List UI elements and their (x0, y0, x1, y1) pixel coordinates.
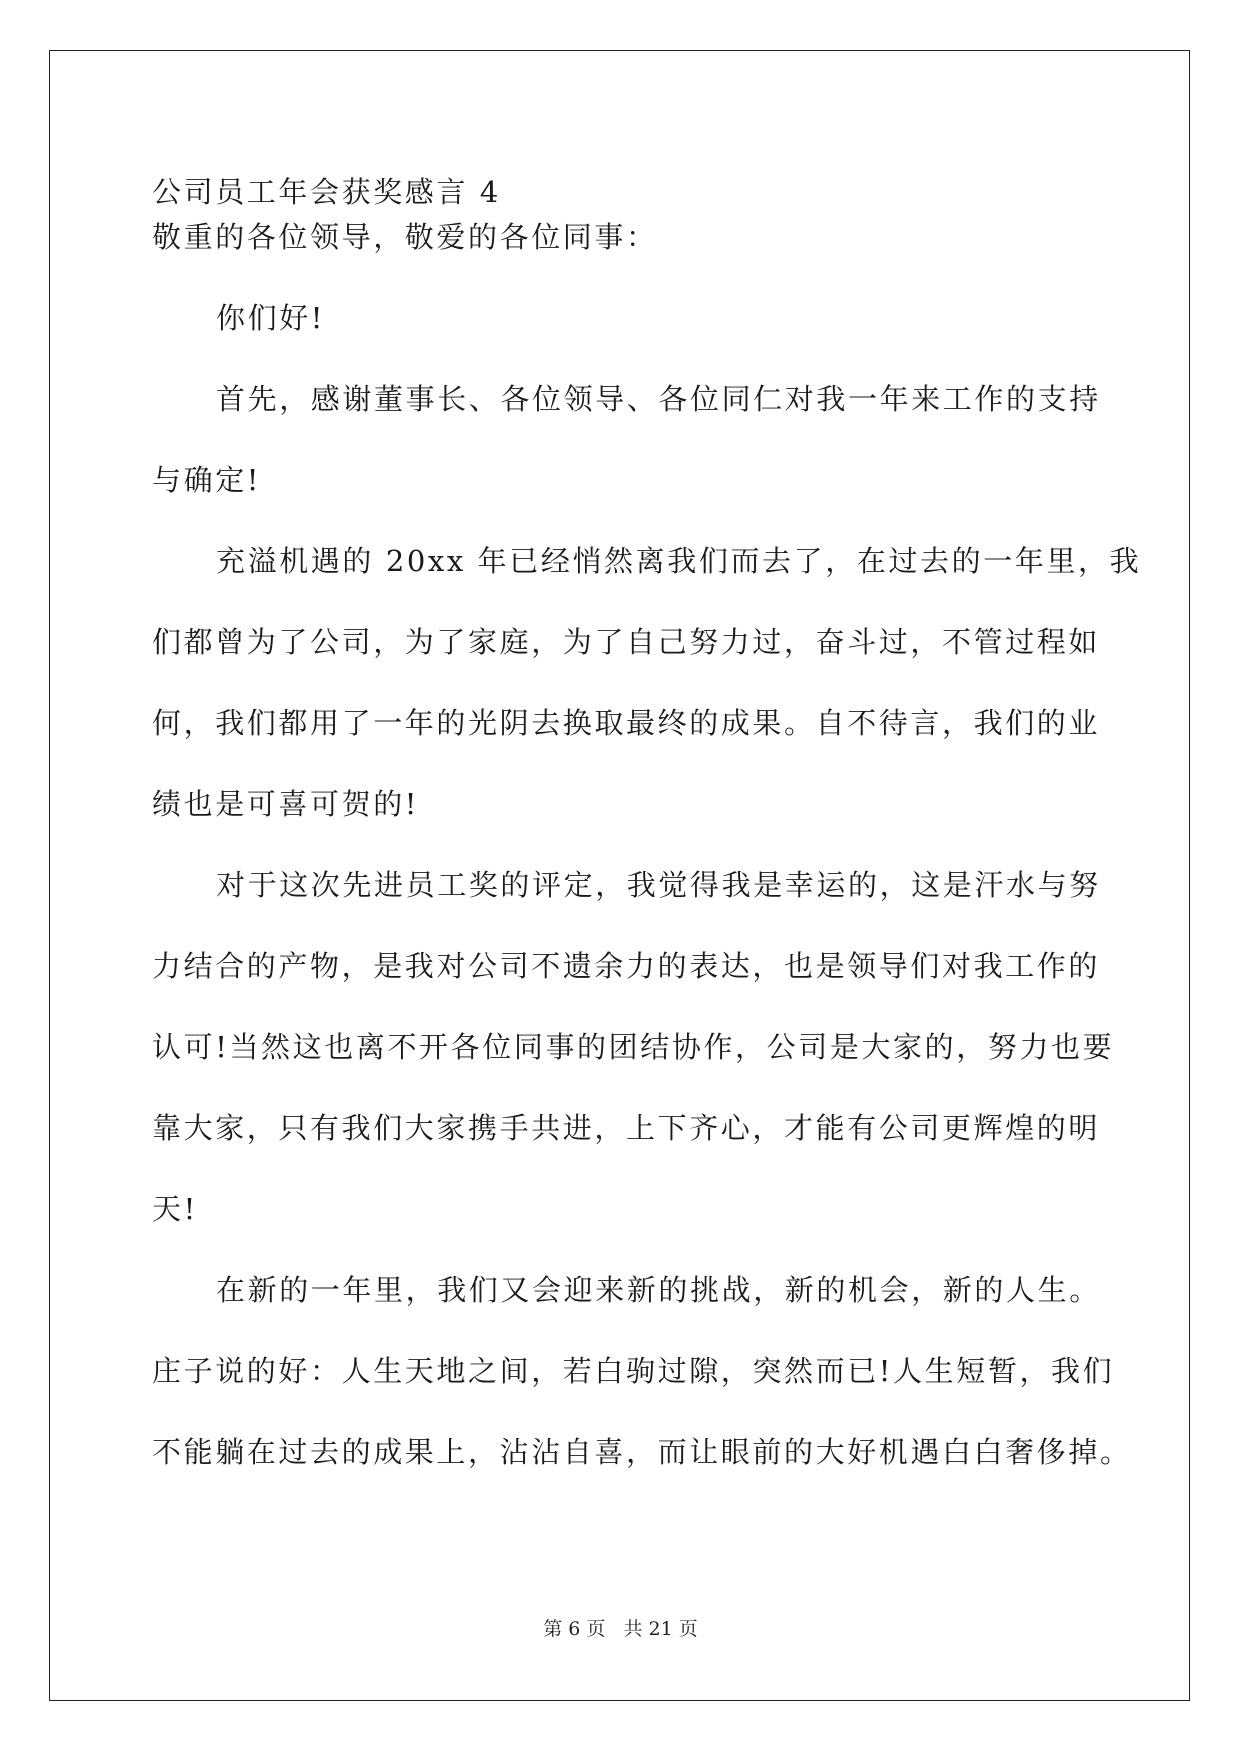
body-line: 首先，感谢董事长、各位领导、各位同仁对我一年来工作的支持 (216, 382, 1101, 416)
body-line: 们都曾为了公司，为了家庭，为了自己努力过，奋斗过，不管过程如 (152, 625, 1101, 659)
body-line: 认可!当然这也离不开各位同事的团结协作，公司是大家的，努力也要 (152, 1030, 1115, 1064)
body-line: 在新的一年里，我们又会迎来新的挑战，新的机会，新的人生。 (216, 1273, 1101, 1307)
body-line: 庄子说的好：人生天地之间，若白驹过隙，突然而已!人生短暂，我们 (152, 1354, 1115, 1388)
body-line: 不能躺在过去的成果上，沾沾自喜，而让眼前的大好机遇白白奢侈掉。 (152, 1435, 1132, 1469)
page-number: 第 6 页 (543, 1618, 606, 1640)
body-line: 对于这次先进员工奖的评定，我觉得我是幸运的，这是汗水与努 (216, 868, 1101, 902)
greeting-line: 敬重的各位领导，敬爱的各位同事： (152, 220, 658, 254)
body-line: 靠大家，只有我们大家携手共进，上下齐心，才能有公司更辉煌的明 (152, 1111, 1101, 1145)
body-line: 充溢机遇的 20xx 年已经悄然离我们而去了，在过去的一年里，我 (216, 544, 1142, 578)
body-line: 绩也是可喜可贺的! (152, 787, 420, 821)
body-line: 何，我们都用了一年的光阴去换取最终的成果。自不待言，我们的业 (152, 706, 1101, 740)
body-line: 力结合的产物，是我对公司不遗余力的表达，也是领导们对我工作的 (152, 949, 1101, 983)
body-line: 与确定! (152, 463, 262, 497)
page-footer (0, 1614, 1241, 1641)
page-total: 共 21 页 (623, 1618, 698, 1640)
document-title: 公司员工年会获奖感言 4 (152, 175, 501, 209)
body-line: 你们好! (216, 301, 326, 335)
body-line: 天! (152, 1192, 198, 1226)
document-body (152, 197, 1142, 1493)
